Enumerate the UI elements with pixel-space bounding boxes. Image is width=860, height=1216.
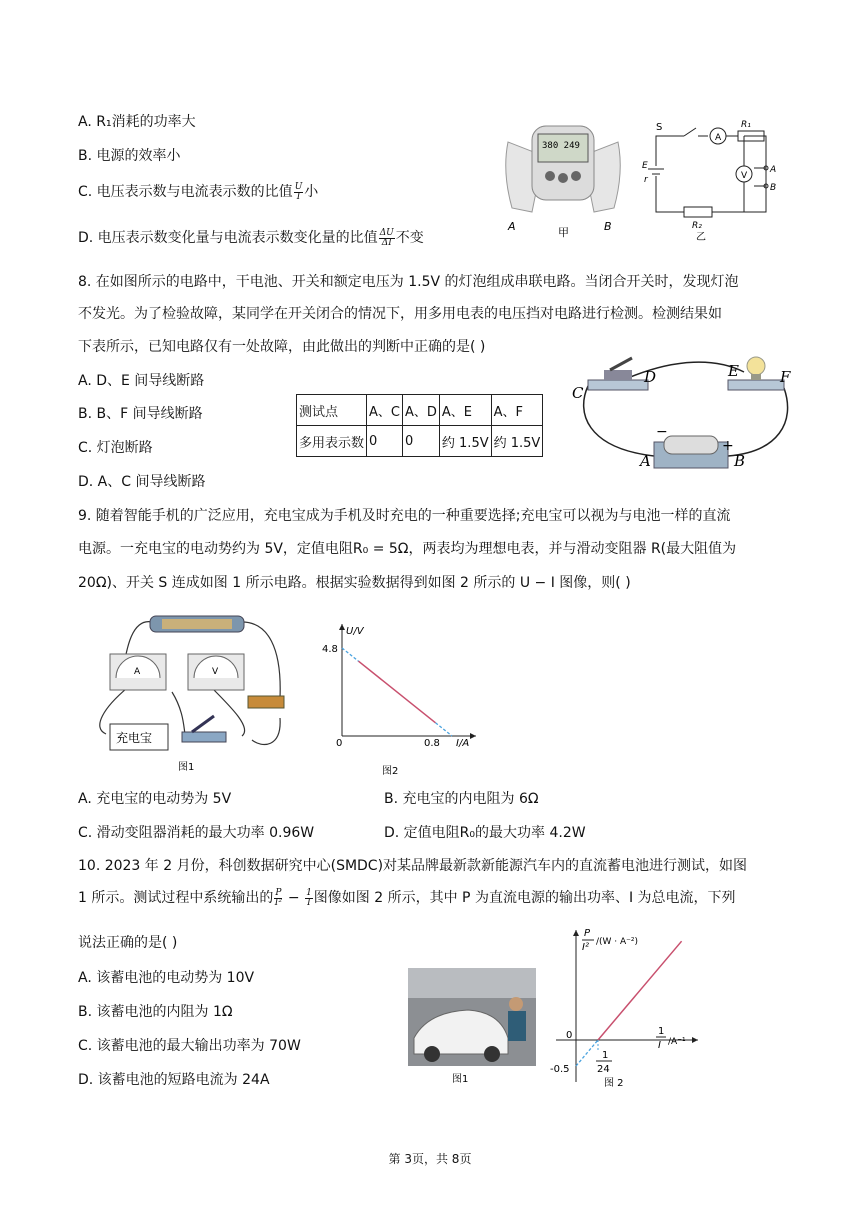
q10-stem-3: 说法正确的是( ) [78, 935, 178, 951]
q10-data-line [598, 941, 682, 1040]
q10-stem-2-suffix: 图像如图 2 所示，其中 P 为直流电源的输出功率、I 为总电流，下列 [313, 890, 736, 906]
q8-stem-3: 下表所示，已知电路仅有一处故障，由此做出的判断中正确的是( ) [78, 339, 486, 355]
q10-fig1-caption: 图1 [452, 1074, 469, 1085]
q10-fig2-caption: 图 2 [604, 1078, 624, 1089]
q9-figure-2-chart [322, 618, 486, 778]
q10-stem-2-text: 1 所示。测试过程中系统输出的 [78, 890, 274, 906]
fig1-caption: 图1 [178, 762, 195, 773]
q10-minus: − [283, 890, 305, 906]
q9-fig2-caption: 图2 [382, 766, 399, 777]
table-cell: 约 1.5V [439, 426, 491, 457]
q8-figure-circuit [566, 352, 800, 476]
q8-stem-1: 8. 在如图所示的电路中，干电池、开关和额定电压为 1.5V 的灯泡组成串联电路。当闭合开关时，发现灯泡 [78, 274, 739, 290]
q8-label-c: C [572, 384, 584, 402]
table-cell: A、F [491, 395, 543, 426]
q9-dashed-extension-start [342, 648, 359, 661]
circuit-label-e: E [642, 161, 648, 171]
frac-num: ΔU [379, 227, 394, 238]
q8-label-e: E [728, 362, 739, 380]
table-cell: A、D [403, 395, 440, 426]
q10-option-d: D. 该蓄电池的短路电流为 24A [78, 1072, 270, 1088]
device-label-a: A [508, 220, 516, 233]
q10-origin: 0 [566, 1030, 573, 1041]
q9-origin: 0 [336, 738, 343, 749]
q8-label-a: A [640, 452, 651, 470]
q9-x-tick: 0.8 [424, 738, 440, 749]
frac-den: I² [274, 897, 282, 908]
q9-data-line [359, 661, 436, 723]
q7-option-b: B. 电源的效率小 [78, 148, 181, 164]
circuit-label-r1: R₁ [741, 120, 751, 130]
q8-label-d: D [644, 368, 657, 386]
q7-option-c-text: C. 电压表示数与电流表示数的比值 [78, 184, 293, 200]
q8-label-plus: + [722, 438, 734, 454]
q9-figure-1 [92, 608, 292, 774]
frac-den: ΔI [381, 237, 392, 248]
circuit-term-a: A [770, 165, 777, 175]
page-footer: 第 3页，共 8页 [388, 1152, 472, 1166]
table-cell: 约 1.5V [491, 426, 543, 457]
q8-stem-2: 不发光。为了检验故障，某同学在开关闭合的情况下，用多用电表的电压挡对电路进行检测。检测结果如 [78, 306, 722, 322]
q10-y-label-unit: /(W · A⁻²) [596, 937, 639, 947]
circuit-label-r2: R₂ [692, 221, 702, 231]
q10-fraction-1-over-i [305, 889, 313, 908]
q7-option-c-fraction [294, 183, 304, 202]
q9-option-d: D. 定值电阻R₀的最大功率 4.2W [384, 825, 586, 841]
frac-num: 1 [306, 887, 312, 898]
device-label-jia: 甲 [558, 226, 569, 239]
q7-figure-device [498, 112, 628, 242]
q8-label-b: B [734, 452, 746, 470]
q10-dashed-extension [576, 1040, 598, 1066]
q10-stem-1: 10. 2023 年 2 月份，科创数据研究中心(SMDC)对某品牌最新款新能源汽车内的直流蓄电池进行测试，如图 [78, 858, 748, 874]
q10-x-tick-den: 24 [597, 1064, 610, 1075]
fig1-voltmeter-label: V [212, 667, 219, 677]
q9-dashed-extension-end [436, 723, 453, 736]
table-row [297, 395, 543, 426]
table-cell: A、C [367, 395, 403, 426]
q9-option-c: C. 滑动变阻器消耗的最大功率 0.96W [78, 825, 315, 841]
q7-figure-circuit [636, 116, 786, 242]
circuit-label-r: r [644, 175, 648, 185]
q7-option-d-fraction [379, 229, 395, 248]
q9-x-axis-label: I/A [456, 738, 470, 749]
frac-den: I [307, 897, 311, 908]
fig1-ammeter-label: A [134, 667, 141, 677]
circuit-label-s: S [656, 122, 663, 133]
frac-num: P [275, 887, 282, 898]
circuit-voltmeter-label: V [741, 171, 748, 181]
circuit-ammeter-label: A [715, 133, 722, 143]
q10-figure-2-chart [546, 922, 706, 1094]
device-screen-text: 380 249 [542, 141, 580, 151]
circuit-label-yi: 乙 [696, 232, 706, 243]
q8-label-f: F [780, 368, 791, 386]
q7-option-a: A. R₁消耗的功率大 [78, 114, 196, 130]
table-cell: 测试点 [297, 395, 367, 426]
q9-y-axis-label: U/V [346, 626, 364, 637]
q10-option-a: A. 该蓄电池的电动势为 10V [78, 970, 255, 986]
q8-label-minus: − [656, 424, 668, 440]
q10-fraction-p-over-i2 [274, 889, 282, 908]
q10-x-label-num: 1 [658, 1026, 665, 1037]
q10-option-c: C. 该蓄电池的最大输出功率为 70W [78, 1038, 301, 1054]
q9-stem-1: 9. 随着智能手机的广泛应用，充电宝成为手机及时充电的一种重要选择;充电宝可以视为与电池一样的直流 [78, 508, 731, 524]
table-cell: 0 [403, 426, 440, 457]
q8-option-c: C. 灯泡断路 [78, 440, 153, 456]
q7-option-d-suffix: 不变 [395, 230, 424, 246]
q10-figure-1-photo [408, 968, 536, 1086]
table-row [297, 426, 543, 457]
table-cell: A、E [439, 395, 491, 426]
frac-den: I [296, 191, 301, 202]
q9-stem-3: 20Ω)、开关 S 连成如图 1 所示电路。根据实验数据得到如图 2 所示的 U − I 图像，则( ) [78, 575, 631, 591]
q9-option-b: B. 充电宝的内电阻为 6Ω [384, 791, 539, 807]
frac-num: U [294, 181, 303, 192]
q9-y-tick: 4.8 [322, 644, 338, 655]
circuit-term-b: B [770, 183, 777, 193]
q8-option-b: B. B、F 间导线断路 [78, 406, 203, 422]
q10-option-b: B. 该蓄电池的内阻为 1Ω [78, 1004, 233, 1020]
q7-option-c [78, 182, 318, 202]
table-cell: 多用表示数 [297, 426, 367, 457]
table-cell: 0 [367, 426, 403, 457]
q10-x-label-unit: /A⁻¹ [668, 1037, 686, 1047]
q10-stem-2 [78, 888, 736, 908]
q10-y-label-den: I² [582, 942, 589, 953]
q10-y-tick: -0.5 [550, 1064, 570, 1075]
q9-option-a: A. 充电宝的电动势为 5V [78, 791, 232, 807]
q9-stem-2: 电源。一充电宝的电动势约为 5V，定值电阻R₀ = 5Ω，两表均为理想电表，并与滑动变阻器 R(最大阻值为 [78, 541, 737, 557]
q8-option-d: D. A、C 间导线断路 [78, 474, 206, 490]
device-label-b: B [604, 220, 612, 233]
q8-test-table [296, 394, 543, 457]
q10-x-label-den: I [658, 1040, 661, 1051]
q7-option-c-suffix: 小 [304, 184, 319, 200]
q7-option-d [78, 228, 424, 248]
q10-x-tick-num: 1 [602, 1050, 609, 1061]
q10-y-label-num: P [584, 928, 591, 939]
fig1-power-bank-label: 充电宝 [116, 731, 153, 745]
q7-option-d-text: D. 电压表示数变化量与电流表示数变化量的比值 [78, 230, 378, 246]
q8-option-a: A. D、E 间导线断路 [78, 373, 205, 389]
